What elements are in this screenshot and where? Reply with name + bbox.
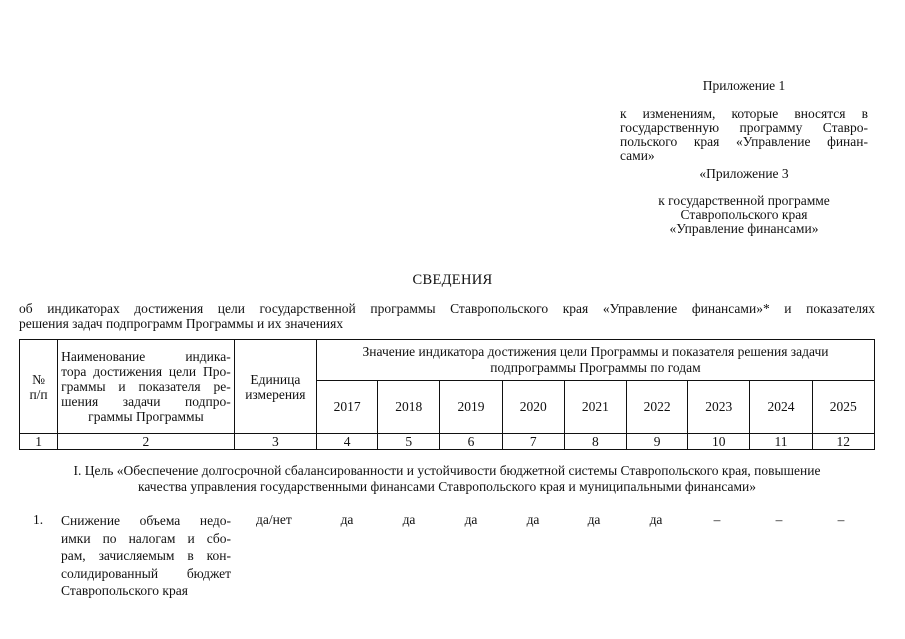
appendix-block <box>620 79 868 163</box>
indicators-table <box>19 339 875 450</box>
section-heading <box>19 463 875 495</box>
col-number: 10 <box>688 434 750 450</box>
appendix-line: сами» <box>620 148 655 163</box>
row-name-line: рам, зачисляемым в кон- <box>61 548 231 563</box>
row-value: да <box>340 512 354 527</box>
year-cell: 2024 <box>750 381 812 434</box>
col-number: 12 <box>812 434 874 450</box>
header-name-line: граммы и показателя ре- <box>61 379 231 394</box>
row-value: да <box>649 512 663 527</box>
header-name-line: тора достижения цели Про- <box>61 364 231 379</box>
year-cell: 2023 <box>688 381 750 434</box>
header-name-line: Наименование индика- <box>61 349 231 364</box>
year-cell: 2019 <box>440 381 502 434</box>
header-values-line: Значение индикатора достижения цели Программы и показателя решения задачи <box>362 344 829 359</box>
doc-heading: СВЕДЕНИЯ <box>412 272 493 288</box>
appendix-line: польского края «Управление финан- <box>620 134 868 149</box>
col-number: 3 <box>234 434 316 450</box>
col-number: 4 <box>316 434 377 450</box>
header-name-line: граммы Программы <box>88 409 204 424</box>
appendix3-title: «Приложение 3 <box>699 166 789 181</box>
row-name-line: Ставропольского края <box>61 583 188 598</box>
header-num-line: № <box>32 371 45 387</box>
header-values <box>316 340 874 381</box>
appendix-line: к изменениям, которые вносятся в <box>620 106 868 121</box>
appendix3-line: «Управление финансами» <box>669 221 819 236</box>
header-num-line: п/п <box>29 386 48 402</box>
row-value: – <box>713 512 721 527</box>
row-value: – <box>837 512 845 527</box>
header-name <box>58 340 235 434</box>
row-name-line: солидированный бюджет <box>61 565 231 581</box>
header-num <box>20 340 58 434</box>
row-value: – <box>775 512 783 527</box>
header-unit-line: измерения <box>245 386 306 402</box>
row-value: да <box>402 512 416 527</box>
col-number: 7 <box>502 434 564 450</box>
header-name-line: шения задачи подпро- <box>61 394 231 409</box>
year-cell: 2022 <box>627 381 688 434</box>
section-line: I. Цель «Обеспечение долгосрочной сбалансированности и устойчивости бюджетной системы Ставропольского края, повышение <box>73 463 821 478</box>
col-number: 1 <box>20 434 58 450</box>
row-value: да <box>526 512 540 527</box>
row-value: да <box>587 512 601 527</box>
appendix3-line: к государственной программе <box>658 193 830 208</box>
doc-subheading-line: об индикаторах достижения цели государственной программы Ставропольского края «Управление финансами»* и показателях <box>19 301 875 316</box>
col-number: 5 <box>378 434 440 450</box>
col-number: 8 <box>564 434 626 450</box>
year-cell: 2017 <box>316 381 377 434</box>
row-name-line: имки по налогам и сбо- <box>61 530 231 546</box>
row-name-line: Снижение объема недо- <box>61 513 231 528</box>
row-name <box>61 512 231 600</box>
doc-subheading <box>19 301 875 331</box>
header-values-line: подпрограммы Программы по годам <box>490 360 701 375</box>
col-number: 11 <box>750 434 812 450</box>
year-cell: 2021 <box>564 381 626 434</box>
row-unit: да/нет <box>256 512 292 527</box>
doc-subheading-line: решения задач подпрограмм Программы и их значениях <box>19 316 344 331</box>
year-cell: 2018 <box>378 381 440 434</box>
col-number: 9 <box>627 434 688 450</box>
appendix3-block <box>620 167 868 236</box>
appendix-title: Приложение 1 <box>702 78 786 93</box>
year-cell: 2025 <box>812 381 874 434</box>
year-cell: 2020 <box>502 381 564 434</box>
row-number: 1. <box>33 512 44 527</box>
header-unit <box>234 340 316 434</box>
row-value: да <box>464 512 478 527</box>
col-number: 2 <box>58 434 235 450</box>
appendix3-line: Ставропольского края <box>680 207 808 222</box>
section-line: качества управления государственными финансами Ставропольского края и муниципальными финансами» <box>137 479 757 494</box>
col-number: 6 <box>440 434 502 450</box>
header-unit-line: Единица <box>250 371 301 387</box>
appendix-line: государственную программу Ставро- <box>620 120 868 135</box>
